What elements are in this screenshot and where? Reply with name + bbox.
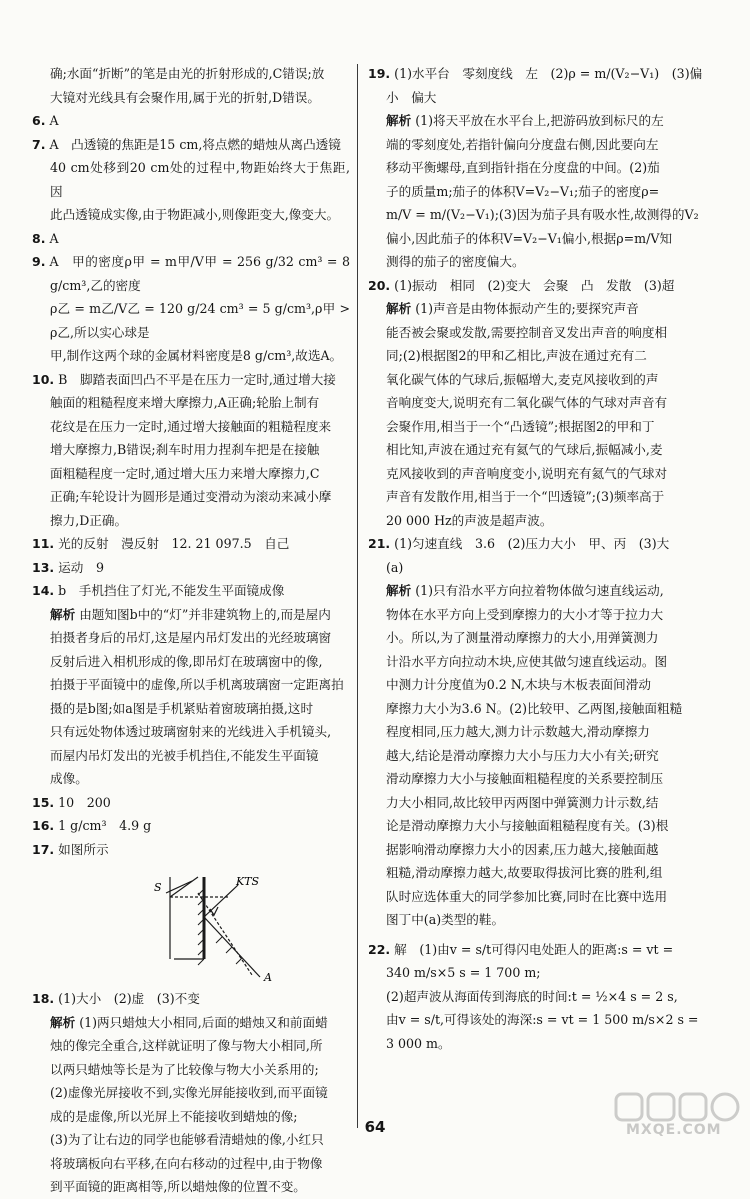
answer-line: (2)超声波从海面传到海底的时间:t = ½×4 s = 2 s, bbox=[386, 988, 678, 1004]
answer-line: A 凸透镜的焦距是15 cm,将点燃的蜡烛从离凸透镜 bbox=[49, 136, 341, 152]
explanation-line: 克风接收到的声音响度变小,说明充有氦气的气球对 bbox=[386, 465, 668, 481]
answer-line: (1)水平台 零刻度线 左 (2)ρ = m/(V₂−V₁) (3)偏 bbox=[394, 66, 703, 81]
question-number: 7. bbox=[32, 136, 46, 152]
explanation-tag: 解析 bbox=[386, 301, 412, 316]
answer-text: (1)振动 相同 (2)变大 会聚 凸 发散 (3)超 bbox=[394, 277, 675, 293]
answer-15 bbox=[32, 791, 350, 815]
line: 大镜对光线具有会聚作用,属于光的折射,D错误。 bbox=[50, 89, 320, 105]
explanation-line: 计沿水平方向拉动木块,应使其做匀速直线运动。图 bbox=[386, 653, 668, 669]
explanation-line: 物体在水平方向上受到摩擦力的大小才等于拉力大 bbox=[386, 606, 664, 622]
explanation-line: 由题知图b中的“灯”并非建筑物上的,而是屋内 bbox=[79, 606, 331, 622]
explanation-21 bbox=[368, 579, 708, 932]
answer-10 bbox=[32, 368, 350, 533]
explanation-line: 拍摄于平面镜中的虚像,所以手机离玻璃窗一定距离拍 bbox=[50, 677, 344, 692]
optics-figure bbox=[32, 863, 350, 985]
answer-text: 如图所示 bbox=[58, 841, 109, 857]
explanation-line: 烛的像完全重合,这样就证明了像与物大小相同,所 bbox=[50, 1038, 323, 1053]
answer-text: 1 g/cm³ 4.9 g bbox=[58, 818, 152, 833]
left-column bbox=[32, 62, 350, 1199]
explanation-line: 子的质量m;茄子的体积V=V₂−V₁;茄子的密度ρ= bbox=[386, 183, 660, 199]
answer-22 bbox=[368, 938, 708, 1056]
question-number: 10. bbox=[32, 371, 55, 387]
answer-line: (1)匀速直线 3.6 (2)压力大小 甲、丙 (3)大 bbox=[394, 536, 670, 551]
explanation-line: 图丁中(a)类型的鞋。 bbox=[386, 912, 505, 927]
explanation-19 bbox=[368, 109, 708, 274]
answer-text: 10 200 bbox=[58, 794, 111, 810]
explanation-line: 成的是虚像,所以光屏上不能接收到蜡烛的像; bbox=[50, 1108, 298, 1124]
answer-text: 运动 9 bbox=[58, 559, 104, 575]
explanation-line: 相比知,声波在通过充有氦气的气球后,振幅减小,麦 bbox=[386, 442, 663, 457]
answer-14 bbox=[32, 579, 350, 603]
right-column bbox=[368, 62, 708, 1055]
explanation-line: 偏小,因此茄子的体积V=V₂−V₁偏小,根据ρ=m/V知 bbox=[386, 230, 673, 246]
explanation-line: 将玻璃板向右平移,在向右移动的过程中,由于物像 bbox=[50, 1155, 323, 1171]
explanation-line: 拍摄者身后的吊灯,这是屋内吊灯发出的光经玻璃窗 bbox=[50, 630, 332, 645]
answer-line: 擦力,D正确。 bbox=[50, 512, 128, 528]
explanation-line: 能否被会聚或发散,需要控制音叉发出声音的响度相 bbox=[386, 324, 668, 340]
answer-line: 340 m/s×5 s = 1 700 m; bbox=[386, 965, 541, 980]
explanation-tag: 解析 bbox=[50, 606, 76, 622]
explanation-line: 氧化碳气体的气球后,振幅增大,麦克风接收到的声 bbox=[386, 371, 659, 387]
figure-label-kts: KTS bbox=[236, 875, 260, 888]
watermark-logo bbox=[612, 1090, 742, 1146]
page-number: 64 bbox=[364, 1118, 386, 1136]
explanation-20 bbox=[368, 297, 708, 532]
explanation-line: (1)两只蜡烛大小相同,后面的蜡烛又和前面蜡 bbox=[79, 1014, 328, 1030]
explanation-line: 小。所以,为了测量滑动摩擦力的大小,用弹簧测力 bbox=[386, 630, 659, 645]
explanation-line: 端的零刻度处,若指针偏向分度盘右侧,因此要向左 bbox=[386, 136, 659, 152]
answer-8 bbox=[32, 227, 350, 251]
explanation-line: 到平面镜的距离相等,所以蜡烛像的位置不变。 bbox=[50, 1179, 306, 1194]
answer-18 bbox=[32, 987, 350, 1011]
explanation-line: (1)将天平放在水平台上,把游码放到标尺的左 bbox=[415, 113, 664, 128]
line: 确;水面“折断”的笔是由光的折射形成的,C错误;放 bbox=[50, 66, 325, 81]
explanation-line: 队时应选体重大的同学参加比赛,同时在比赛中选用 bbox=[386, 888, 668, 904]
explanation-line: 滑动摩擦力大小与接触面粗糙程度的关系要控制压 bbox=[386, 771, 664, 786]
answer-text: 光的反射 漫反射 12. 21 097.5 自己 bbox=[58, 536, 290, 551]
answer-line: 甲,制作这两个球的金属材料密度是8 g/cm³,故选A。 bbox=[50, 348, 343, 363]
explanation-line: 而屋内吊灯发出的光被手机挡住,不能发生平面镜 bbox=[50, 747, 319, 763]
answer-line: 花纹是在压力一定时,通过增大接触面的粗糙程度来 bbox=[50, 418, 332, 434]
answer-line: 小 偏大 bbox=[386, 89, 437, 105]
explanation-line: 只有远处物体透过玻璃窗射来的光线进入手机镜头, bbox=[50, 724, 332, 739]
question-number: 11. bbox=[32, 536, 55, 551]
question-number: 18. bbox=[32, 991, 55, 1006]
explanation-14 bbox=[32, 603, 350, 791]
explanation-line: 力大小相同,故比较甲丙两图中弹簧测力计示数,结 bbox=[386, 794, 659, 810]
answer-text: A bbox=[49, 113, 59, 128]
explanation-line: 中测力计分度值为0.2 N,木块与木板表面间滑动 bbox=[386, 677, 651, 692]
answer-9 bbox=[32, 250, 350, 368]
answer-line: ρ乙 = m乙/V乙 = 120 g/24 cm³ = 5 g/cm³,ρ甲 > ρ乙,所以实心球是 bbox=[50, 301, 350, 340]
question-number: 17. bbox=[32, 841, 55, 857]
answer-17 bbox=[32, 838, 350, 862]
question-number: 20. bbox=[368, 277, 391, 293]
answer-line: 由v = s/t,可得该处的海深:s = vt = 1 500 m/s×2 s = bbox=[386, 1012, 699, 1027]
answer-7 bbox=[32, 133, 350, 227]
answer-text: (1)大小 (2)虚 (3)不变 bbox=[58, 991, 200, 1006]
explanation-line: 同;(2)根据图2的甲和乙相比,声波在通过充有二 bbox=[386, 348, 647, 363]
question-number: 13. bbox=[32, 559, 55, 575]
answer-6 bbox=[32, 109, 350, 133]
explanation-tag: 解析 bbox=[386, 583, 412, 598]
watermark-text: MXQE.COM bbox=[626, 1122, 722, 1138]
explanation-line: 声音有发散作用,相当于一个“凹透镜”;(3)频率高于 bbox=[386, 489, 665, 504]
answer-line: 此凸透镜成实像,由于物距减小,则像距变大,像变大。 bbox=[50, 207, 340, 222]
answer-20 bbox=[368, 274, 708, 298]
question-number: 9. bbox=[32, 254, 46, 269]
explanation-line: 测得的茄子的密度偏大。 bbox=[386, 254, 525, 269]
explanation-line: 移动平衡螺母,直到指针指在分度盘的中间。(2)茄 bbox=[386, 160, 660, 175]
answer-line: B 脚踏表面凹凸不平是在压力一定时,通过增大接 bbox=[58, 371, 336, 387]
answer-line: 面粗糙程度一定时,通过增大压力来增大摩擦力,C bbox=[50, 465, 320, 481]
explanation-tag: 解析 bbox=[386, 113, 412, 128]
question-number: 19. bbox=[368, 66, 391, 81]
explanation-tag: 解析 bbox=[50, 1014, 76, 1030]
explanation-line: 程度相同,压力越大,测力计示数越大,滑动摩擦力 bbox=[386, 724, 650, 739]
explanation-line: 会聚作用,相当于一个“凸透镜”;根据图2的甲和丁 bbox=[386, 418, 655, 434]
explanation-line: 摩擦力大小为3.6 N。(2)比较甲、乙两图,接触面粗糙 bbox=[386, 700, 683, 716]
explanation-line: 音响度变大,说明充有二氧化碳气体的气球对声音有 bbox=[386, 395, 668, 410]
answer-line: 触面的粗糙程度来增大摩擦力,A正确;轮胎上制有 bbox=[50, 395, 320, 410]
answer-11-12 bbox=[32, 532, 350, 556]
question-number: 15. bbox=[32, 794, 55, 810]
explanation-line: 粗糙,滑动摩擦力越大,故要取得拔河比赛的胜利,组 bbox=[386, 865, 663, 880]
explanation-line: 成像。 bbox=[50, 771, 88, 786]
column-divider bbox=[357, 64, 358, 1128]
figure-label-s: S bbox=[154, 881, 162, 894]
explanation-line: 摄的是b图;如a图是手机紧贴着窗玻璃拍摄,这时 bbox=[50, 700, 314, 716]
answer-line: A 甲的密度ρ甲 = m甲/V甲 = 256 g/32 cm³ = 8 g/cm³,乙的密度 bbox=[49, 254, 350, 293]
answer-text: b 手机挡住了灯光,不能发生平面镜成像 bbox=[58, 583, 285, 598]
question-number: 8. bbox=[32, 230, 46, 246]
answer-text: A bbox=[49, 230, 59, 246]
explanation-line: (1)声音是由物体振动产生的;要探究声音 bbox=[415, 301, 639, 316]
answer-line: 3 000 m。 bbox=[386, 1035, 451, 1051]
question-number: 21. bbox=[368, 536, 391, 551]
question-number: 22. bbox=[368, 941, 391, 957]
explanation-line: m/V = m/(V₂−V₁);(3)因为茄子具有吸水性,故测得的V₂ bbox=[386, 207, 699, 222]
question-number: 16. bbox=[32, 818, 55, 833]
answer-21 bbox=[368, 532, 708, 579]
explanation-line: 20 000 Hz的声波是超声波。 bbox=[386, 512, 553, 528]
question-number: 6. bbox=[32, 113, 46, 128]
explanation-line: (3)为了让右边的同学也能够看清蜡烛的像,小红只 bbox=[50, 1132, 324, 1147]
answer-16 bbox=[32, 814, 350, 838]
explanation-line: (1)只有沿水平方向拉着物体做匀速直线运动, bbox=[415, 583, 664, 598]
explanation-18 bbox=[32, 1011, 350, 1199]
explanation-line: 论是滑动摩擦力大小与接触面粗糙程度有关。(3)根 bbox=[386, 818, 669, 833]
answer-13 bbox=[32, 556, 350, 580]
answer-line: (a) bbox=[386, 559, 404, 575]
answer-line: 正确;车轮设计为圆形是通过变滑动为滚动来减小摩 bbox=[50, 489, 332, 504]
explanation-line: (2)虚像光屏接收不到,实像光屏能接收到,而平面镜 bbox=[50, 1085, 328, 1100]
question-number: 14. bbox=[32, 583, 55, 598]
reflection-diagram bbox=[152, 863, 282, 985]
answer-line: 增大摩擦力,B错误;刹车时用力捏刹车把是在接触 bbox=[50, 442, 320, 457]
explanation-line: 反射后进入相机形成的像,即吊灯在玻璃窗中的像, bbox=[50, 653, 323, 669]
answer-19 bbox=[368, 62, 708, 109]
answer-line: 解 (1)由v = s/t可得闪电处距人的距离:s = vt = bbox=[394, 941, 674, 957]
explanation-line: 据影响滑动摩擦力大小的因素,压力越大,接触面越 bbox=[386, 841, 659, 857]
watermark-icon bbox=[612, 1090, 742, 1124]
figure-label-a: A bbox=[264, 971, 272, 984]
answer-line: 40 cm处移到20 cm处的过程中,物距始终大于焦距,因 bbox=[50, 160, 350, 199]
explanation-line: 以两只蜡烛等长是为了比较像与物大小关系用的; bbox=[50, 1061, 319, 1077]
explanation-line: 越大,结论是滑动摩擦力大小与压力大小有关;研究 bbox=[386, 747, 659, 763]
